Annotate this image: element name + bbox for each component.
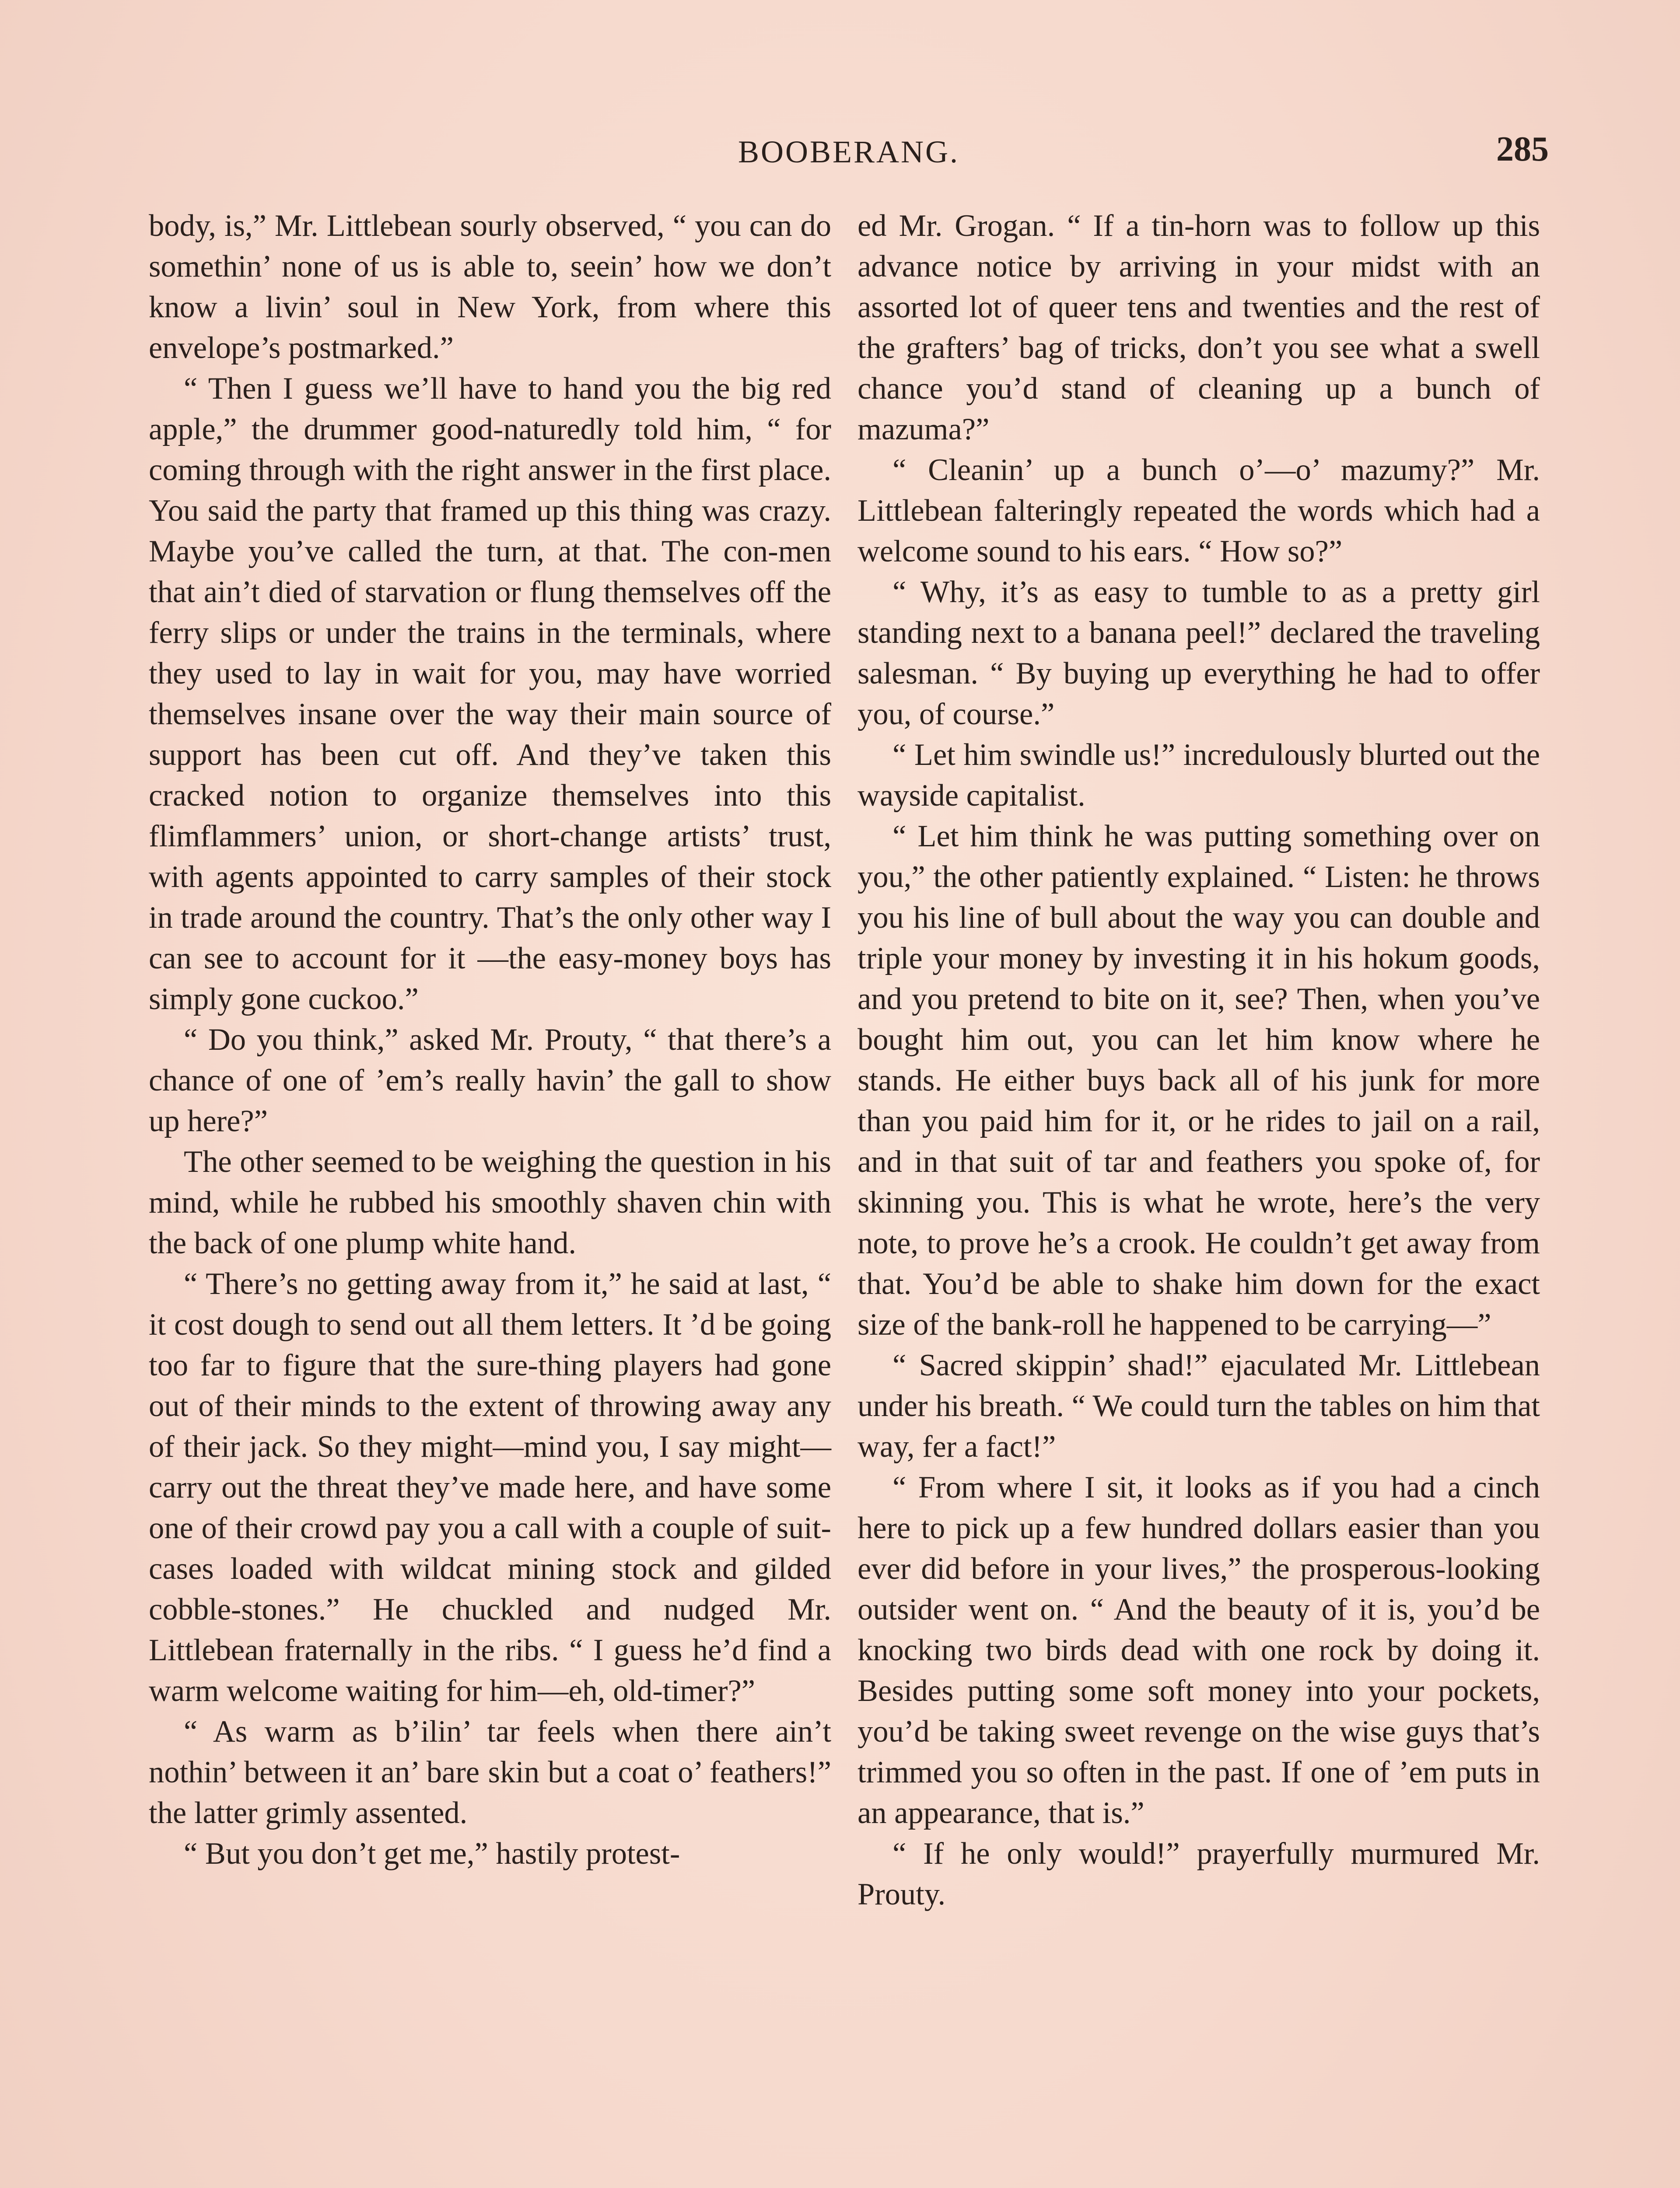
paragraph: “ Let him swindle us!” incredulously blurted out the wayside capitalist.	[858, 738, 1540, 813]
paragraph: “ Then I guess we’ll have to hand you the big red apple,” the drummer good-naturedly told him, “ for coming through with the right answer in the first place. You said the party that framed up this thing was crazy. Maybe you’ve called the turn, at that. The con-men that ain’t died of starvation or flung themselves off the ferry slips or under the trains in the terminals, where they used to lay in wait for you, may have worried themselves insane over the way their main source of support has been cut off. And they’ve taken this cracked notion to organize themselves into this flimflammers’ union, or short-change artists’ trust, with agents appointed to carry samples of their stock in trade around the country. That’s the only other way I can see to account for it —the easy-money boys has simply gone cuckoo.”	[149, 372, 831, 1016]
paragraph: ed Mr. Grogan. “ If a tin-horn was to follow up this advance notice by arriving in your midst with an assorted lot of queer tens and twenties and the rest of the grafters’ bag of tricks, don’t you see what a swell chance you’d stand of cleaning up a bunch of mazuma?”	[858, 209, 1540, 446]
page-number: 285	[1496, 130, 1549, 168]
paragraph: “ As warm as b’ilin’ tar feels when there ain’t nothin’ between it an’ bare skin but a coat o’ feathers!” the latter grimly assented.	[149, 1715, 831, 1830]
right-column	[858, 206, 1540, 1915]
paragraph: The other seemed to be weighing the question in his mind, while he rubbed his smoothly shaven chin with the back of one plump white hand.	[149, 1145, 831, 1260]
running-title: BOOBERANG.	[738, 134, 960, 169]
page-header	[149, 130, 1549, 178]
paragraph: “ But you don’t get me,” hastily protest-	[184, 1837, 680, 1871]
left-column	[149, 206, 831, 1874]
paragraph: “ There’s no getting away from it,” he said at last, “ it cost dough to send out all them letters. It ’d be going too far to figure that the sure-thing players had gone out of their minds to the extent of throwing away any of their jack. So they might—mind you, I say might—carry out the threat they’ve made here, and have some one of their crowd pay you a call with a couple of suit-cases loaded with wildcat mining stock and gilded cobble-stones.” He chuckled and nudged Mr. Littlebean fraternally in the ribs. “ I guess he’d find a warm welcome waiting for him—eh, old-timer?”	[149, 1267, 831, 1708]
paragraph: body, is,” Mr. Littlebean sourly observed, “ you can do somethin’ none of us is able to, seein’ how we don’t know a livin’ soul in New York, from where this envelope’s postmarked.”	[149, 209, 831, 365]
paragraph: “ From where I sit, it looks as if you had a cinch here to pick up a few hundred dollars easier than you ever did before in your lives,” the prosperous-looking outsider went on. “ And the beauty of it is, you’d be knocking two birds dead with one rock by doing it. Besides putting some soft money into your pockets, you’d be taking sweet revenge on the wise guys that’s trimmed you so often in the past. If one of ’em puts in an appearance, that is.”	[858, 1470, 1540, 1830]
paragraph: “ Cleanin’ up a bunch o’—o’ mazumy?” Mr. Littlebean falteringly repeated the words which had a welcome sound to his ears. “ How so?”	[858, 453, 1540, 568]
paragraph: “ Do you think,” asked Mr. Prouty, “ that there’s a chance of one of ’em’s really havin’ the gall to show up here?”	[149, 1023, 831, 1138]
paragraph: “ Let him think he was putting something over on you,” the other patiently explained. “ Listen: he throws you his line of bull about the way you can double and triple your money by investing it in his hokum goods, and you pretend to bite on it, see? Then, when you’ve bought him out, you can let him know where he stands. He either buys back all of his junk for more than you paid him for it, or he rides to jail on a rail, and in that suit of tar and feathers you spoke of, for skinning you. This is what he wrote, here’s the very note, to prove he’s a crook. He couldn’t get away from that. You’d be able to shake him down for the exact size of the bank-roll he happened to be carrying—”	[858, 819, 1540, 1342]
paragraph: “ If he only would!” prayerfully murmured Mr. Prouty.	[858, 1837, 1540, 1911]
paragraph: “ Why, it’s as easy to tumble to as a pretty girl standing next to a banana peel!” declared the traveling salesman. “ By buying up everything he had to offer you, of course.”	[858, 575, 1540, 731]
paragraph: “ Sacred skippin’ shad!” ejaculated Mr. Littlebean under his breath. “ We could turn the tables on him that way, fer a fact!”	[858, 1348, 1540, 1464]
